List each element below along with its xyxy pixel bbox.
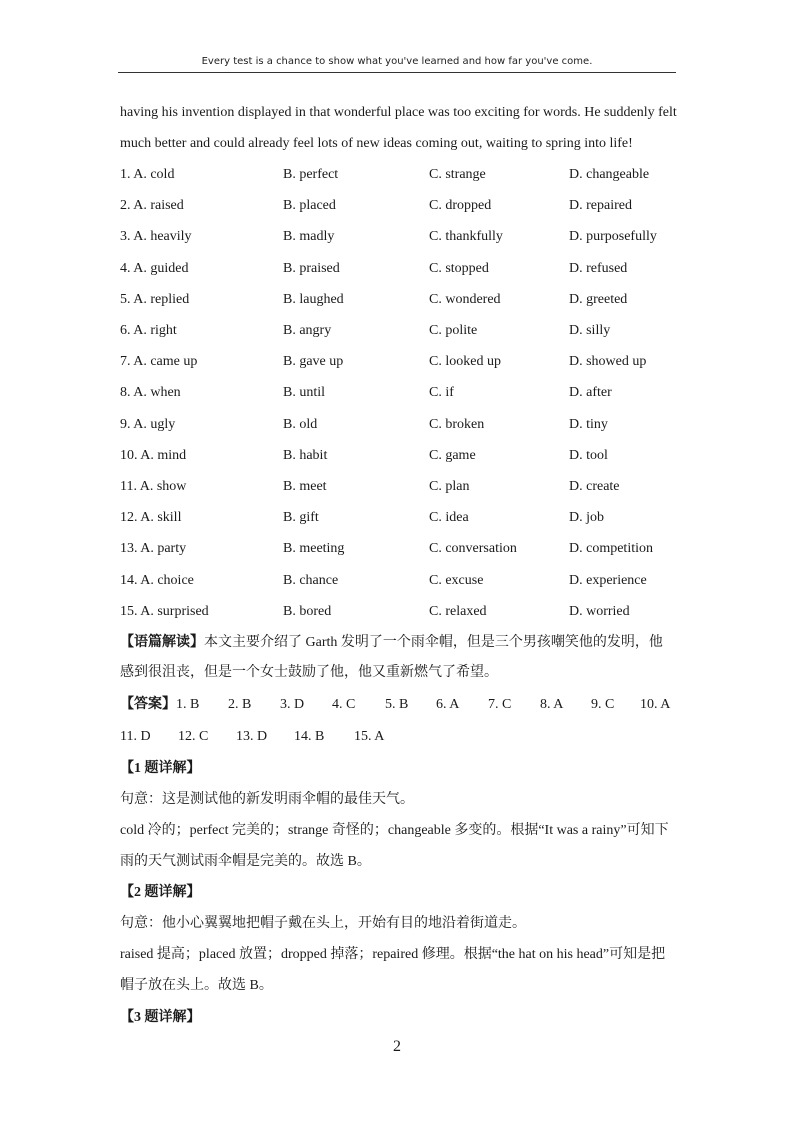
answer-item: 12. C — [178, 729, 209, 744]
option-c: C. game — [429, 448, 476, 463]
option-b: B. praised — [283, 261, 340, 276]
option-d: D. create — [569, 479, 620, 494]
answer-item: 10. A — [640, 697, 671, 712]
option-c: C. relaxed — [429, 604, 487, 619]
option-b: B. angry — [283, 323, 332, 338]
option-d: D. job — [569, 510, 604, 525]
question-row — [120, 197, 680, 215]
option-d: D. tiny — [569, 417, 608, 432]
passage-line-2: much better and could already feel lots of new ideas coming out, waiting to spring into life! — [120, 136, 633, 151]
answer-row-2 — [120, 728, 680, 746]
reading-line-1 — [120, 634, 680, 652]
option-a: 12. A. skill — [120, 510, 182, 525]
option-b: B. madly — [283, 229, 335, 244]
option-b: B. old — [283, 417, 318, 432]
answer-item: 11. D — [120, 729, 151, 744]
option-c: C. idea — [429, 510, 469, 525]
q2-title: 【2 题详解】 — [120, 885, 201, 900]
answer-item: 5. B — [385, 697, 409, 712]
answer-item: 15. A — [354, 729, 385, 744]
q1-meaning: 句意：这是测试他的新发明雨伞帽的最佳天气。 — [120, 792, 414, 807]
answer-item: 9. C — [591, 697, 615, 712]
q1-explain-2: 雨的天气测试雨伞帽是完美的。故选 B。 — [120, 854, 371, 869]
option-b: B. bored — [283, 604, 332, 619]
option-c: C. wondered — [429, 292, 501, 307]
option-c: C. plan — [429, 479, 470, 494]
option-d: D. showed up — [569, 354, 647, 369]
question-row — [120, 353, 680, 371]
q2-explain-2: 帽子放在头上。故选 B。 — [120, 978, 273, 993]
option-a: 6. A. right — [120, 323, 177, 338]
option-d: D. silly — [569, 323, 611, 338]
header-rule — [118, 72, 676, 73]
option-b: B. meeting — [283, 541, 345, 556]
question-row — [120, 447, 680, 465]
option-c: C. strange — [429, 167, 486, 182]
option-a: 10. A. mind — [120, 448, 187, 463]
question-row — [120, 384, 680, 402]
option-c: C. dropped — [429, 198, 492, 213]
option-b: B. gave up — [283, 354, 344, 369]
option-a: 9. A. ugly — [120, 417, 176, 432]
option-d: D. refused — [569, 261, 628, 276]
page-header-motto: Every test is a chance to show what you've learned and how far you've come. — [201, 56, 593, 67]
passage-line-1: having his invention displayed in that wonderful place was too exciting for words. He suddenly felt — [120, 105, 677, 120]
option-a: 11. A. show — [120, 479, 187, 494]
question-row — [120, 416, 680, 434]
option-a: 3. A. heavily — [120, 229, 192, 244]
q3-title: 【3 题详解】 — [120, 1010, 201, 1025]
option-d: D. tool — [569, 448, 608, 463]
question-row — [120, 291, 680, 309]
option-a: 4. A. guided — [120, 261, 189, 276]
answer-item: 13. D — [236, 729, 268, 744]
option-b: B. laughed — [283, 292, 344, 307]
option-a: 5. A. replied — [120, 292, 190, 307]
reading-label: 【语篇解读】 — [120, 635, 204, 650]
option-a: 2. A. raised — [120, 198, 184, 213]
option-c: C. polite — [429, 323, 478, 338]
option-b: B. chance — [283, 573, 339, 588]
option-c: C. thankfully — [429, 229, 503, 244]
option-d: D. after — [569, 385, 612, 400]
q1-explain-1: cold 冷的；perfect 完美的；strange 奇怪的；changeable 多变的。根据“It was a rainy”可知下 — [120, 823, 669, 838]
question-row — [120, 260, 680, 278]
q1-title: 【1 题详解】 — [120, 761, 201, 776]
q2-meaning: 句意：他小心翼翼地把帽子戴在头上，开始有目的地沿着街道走。 — [120, 916, 526, 931]
question-row — [120, 540, 680, 558]
answer-label: 【答案】 — [120, 697, 176, 712]
option-a: 7. A. came up — [120, 354, 198, 369]
answer-item: 7. C — [488, 697, 512, 712]
option-b: B. habit — [283, 448, 328, 463]
option-d: D. purposefully — [569, 229, 657, 244]
answer-item: 2. B — [228, 697, 252, 712]
answer-item: 3. D — [280, 697, 305, 712]
question-row — [120, 166, 680, 184]
answer-item: 14. B — [294, 729, 325, 744]
option-c: C. if — [429, 385, 454, 400]
option-c: C. conversation — [429, 541, 517, 556]
q2-explain-1: raised 提高；placed 放置；dropped 掉落；repaired 修理。根据“the hat on his head”可知是把 — [120, 947, 666, 962]
page-number: 2 — [393, 1038, 401, 1055]
answer-item: 4. C — [332, 697, 356, 712]
option-d: D. repaired — [569, 198, 632, 213]
option-b: B. meet — [283, 479, 327, 494]
answer-item: 8. A — [540, 697, 564, 712]
option-c: C. broken — [429, 417, 485, 432]
option-a: 13. A. party — [120, 541, 187, 556]
option-b: B. until — [283, 385, 326, 400]
option-a: 15. A. surprised — [120, 604, 209, 619]
question-row — [120, 228, 680, 246]
question-row — [120, 603, 680, 621]
question-row — [120, 509, 680, 527]
option-a: 8. A. when — [120, 385, 181, 400]
reading-line-2: 感到很沮丧，但是一个女士鼓励了他，他又重新燃气了希望。 — [120, 665, 498, 680]
answer-item: 1. B — [176, 697, 200, 712]
option-b: B. gift — [283, 510, 319, 525]
option-d: D. experience — [569, 573, 647, 588]
option-c: C. looked up — [429, 354, 501, 369]
reading-text-1: 本文主要介绍了 Garth 发明了一个雨伞帽，但是三个男孩嘲笑他的发明，他 — [204, 635, 663, 650]
question-row — [120, 572, 680, 590]
option-c: C. excuse — [429, 573, 484, 588]
option-d: D. worried — [569, 604, 630, 619]
option-c: C. stopped — [429, 261, 489, 276]
option-d: D. competition — [569, 541, 653, 556]
answer-item: 6. A — [436, 697, 460, 712]
option-b: B. placed — [283, 198, 336, 213]
option-b: B. perfect — [283, 167, 339, 182]
option-d: D. changeable — [569, 167, 650, 182]
answer-row-1 — [120, 696, 680, 714]
option-a: 1. A. cold — [120, 167, 175, 182]
option-a: 14. A. choice — [120, 573, 194, 588]
option-d: D. greeted — [569, 292, 628, 307]
question-row — [120, 478, 680, 496]
question-row — [120, 322, 680, 340]
